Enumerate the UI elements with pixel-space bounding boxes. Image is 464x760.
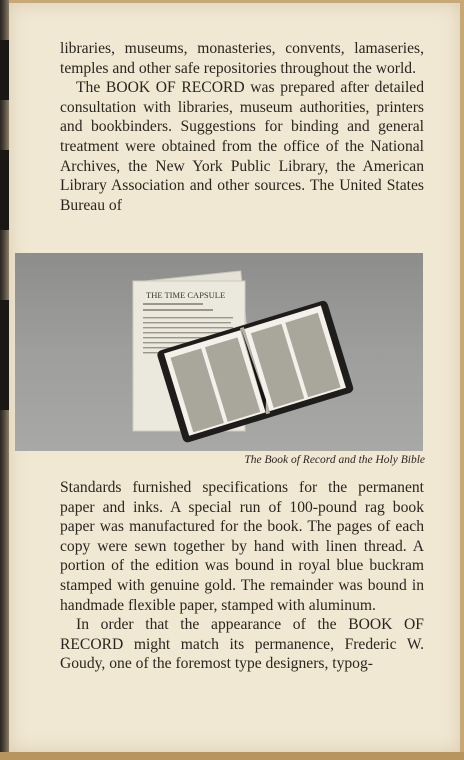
paper-heading: THE TIME CAPSULE	[146, 290, 226, 300]
spine-shadow	[0, 40, 9, 100]
paragraph-book-of-record: The BOOK OF RECORD was prepared after detailed consultation with libraries, museum authorities, printers and bookbinders. Suggestions for binding and general treatment were obtained from the office of the National Archives, the New York Public Library, the American Library Association and other sources. The United States Bureau of	[60, 79, 424, 214]
photo-illustration	[15, 253, 423, 451]
photograph-book-and-bible	[15, 253, 423, 451]
text-column-top	[60, 39, 424, 215]
photo-caption: The Book of Record and the Holy Bible	[244, 454, 425, 466]
book-page	[9, 3, 460, 752]
spine-shadow	[0, 150, 9, 230]
book-spine-edge	[0, 0, 9, 760]
paragraph-repositories: libraries, museums, monasteries, convents, lamaseries, temples and other safe repositories throughout the world.	[60, 40, 424, 77]
text-column-bottom	[60, 478, 424, 674]
spine-shadow	[0, 300, 9, 410]
page-bottom-edge	[0, 752, 464, 760]
paragraph-standards: Standards furnished specifications for the permanent paper and inks. A special run of 100-pound rag book paper was manufactured for the book. The pages of each copy were sewn together by hand with linen thread. A portion of the edition was bound in royal blue buckram stamped with genuine gold. The remainder was bound in handmade flexible paper, stamped with aluminum.	[60, 479, 424, 614]
paragraph-goudy: In order that the appearance of the BOOK OF RECORD might match its permanence, Frederic W. Goudy, one of the foremost type designers, typog-	[60, 616, 424, 673]
